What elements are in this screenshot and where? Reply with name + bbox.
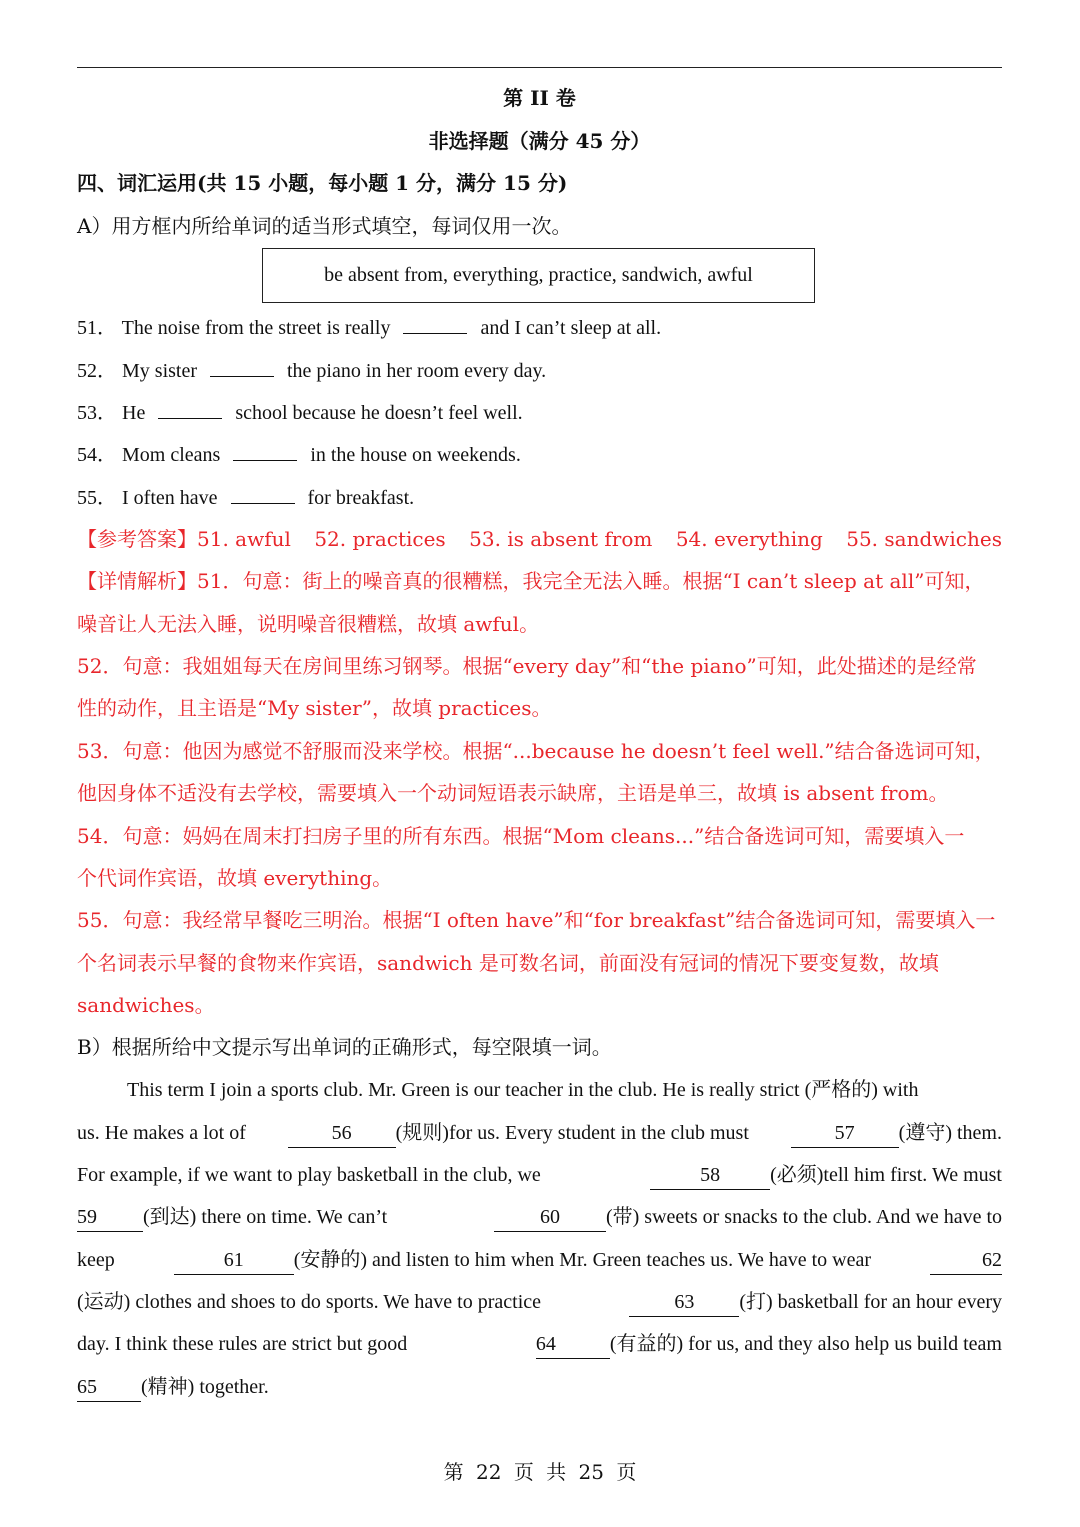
question-text-before: He bbox=[122, 402, 146, 424]
page-footer: 第 22 页 共 25 页 bbox=[443, 1460, 637, 1484]
blank-62[interactable]: 62 bbox=[930, 1246, 1002, 1275]
passage-text: For example, if we want to play basketball in the club, we bbox=[77, 1164, 541, 1186]
passage-text: (遵守) them. bbox=[898, 1122, 1002, 1144]
blank-61[interactable]: 61 bbox=[174, 1246, 294, 1275]
partB-instruction: B）根据所给中文提示写出单词的正确形式，每空限填一词。 bbox=[77, 1035, 612, 1059]
answer-item: 54. everything bbox=[675, 527, 823, 551]
blank-57[interactable]: 57 bbox=[791, 1119, 899, 1148]
question-text-before: Mom cleans bbox=[122, 444, 221, 466]
explanation-line: 52．句意：我姐姐每天在房间里练习钢琴。根据“every day”和“the piano”可知，此处描述的是经常 bbox=[77, 654, 977, 678]
explanation-line: 个名词表示早餐的食物来作宾语，sandwich 是可数名词，前面没有冠词的情况下要变复数，故填 bbox=[77, 951, 939, 975]
section-title: 非选择题（满分 45 分） bbox=[428, 129, 651, 153]
question-number: 51． bbox=[77, 317, 117, 339]
passage-text: (打) basketball for an hour every bbox=[739, 1291, 1002, 1313]
question-52 bbox=[77, 356, 1002, 385]
question-54 bbox=[77, 440, 1002, 469]
answer-item: 55. sandwiches bbox=[846, 527, 1002, 551]
passage-line-6 bbox=[77, 1288, 1002, 1317]
question-text-before: I often have bbox=[122, 487, 218, 509]
question-text-after: and I can’t sleep at all. bbox=[480, 317, 662, 339]
answer-item: 53. is absent from bbox=[469, 527, 653, 551]
passage-text: (安静的) and listen to him when Mr. Green teaches us. We have to wear bbox=[293, 1249, 872, 1271]
question-text-after: in the house on weekends. bbox=[310, 444, 521, 466]
answer-item: 52. practices bbox=[314, 527, 446, 551]
answer-blank[interactable] bbox=[158, 398, 222, 419]
answer-blank[interactable] bbox=[210, 356, 274, 377]
passage-text: (到达) there on time. We can’t bbox=[143, 1206, 388, 1228]
question-51 bbox=[77, 313, 1002, 342]
explanation-line: 他因身体不适没有去学校，需要填入一个动词短语表示缺席，主语是单三，故填 is absent from。 bbox=[77, 781, 949, 805]
blank-60[interactable]: 60 bbox=[494, 1203, 606, 1232]
passage-line-5 bbox=[77, 1246, 1002, 1275]
answer-label: 【参考答案】 bbox=[77, 527, 197, 551]
passage-text: This term I join a sports club. Mr. Green is our teacher in the club. He is really strict (严格的) with bbox=[127, 1079, 919, 1101]
passage-text: (规则)for us. Every student in the club must bbox=[395, 1122, 749, 1144]
question-55 bbox=[77, 483, 1002, 512]
question-number: 55． bbox=[77, 487, 117, 509]
passage-line-2 bbox=[77, 1119, 1002, 1148]
passage-text: keep bbox=[77, 1249, 115, 1271]
question-number: 54． bbox=[77, 444, 117, 466]
blank-64[interactable]: 64 bbox=[536, 1330, 610, 1359]
blank-63[interactable]: 63 bbox=[629, 1288, 739, 1317]
reference-answers bbox=[77, 525, 1002, 553]
blank-56[interactable]: 56 bbox=[288, 1119, 396, 1148]
explanation-line: sandwiches。 bbox=[77, 993, 215, 1017]
explanation-line: 性的动作，且主语是“My sister”，故填 practices。 bbox=[77, 696, 552, 720]
passage-text: (精神) together. bbox=[141, 1376, 269, 1398]
passage-text: (带) sweets or snacks to the club. And we have to bbox=[605, 1206, 1002, 1228]
question-number: 53． bbox=[77, 402, 117, 424]
passage-line-3 bbox=[77, 1161, 1002, 1190]
passage-text: (运动) clothes and shoes to do sports. We have to practice bbox=[77, 1291, 542, 1313]
answer-blank[interactable] bbox=[231, 483, 295, 504]
passage-line-7 bbox=[77, 1330, 1002, 1359]
question-text-before: My sister bbox=[122, 360, 197, 382]
blank-65[interactable]: 65 bbox=[77, 1373, 141, 1402]
answer-blank[interactable] bbox=[233, 440, 297, 461]
answer-blank[interactable] bbox=[403, 313, 467, 334]
passage-text: us. He makes a lot of bbox=[77, 1122, 246, 1144]
part4-heading: 四、词汇运用(共 15 小题，每小题 1 分，满分 15 分) bbox=[77, 171, 568, 195]
question-53 bbox=[77, 398, 1002, 427]
answer-item: 51. awful bbox=[197, 527, 291, 551]
explanation-line: 53．句意：他因为感觉不舒服而没来学校。根据“...because he doesn’t feel well.”结合备选词可知， bbox=[77, 739, 995, 763]
passage-line-8 bbox=[77, 1373, 1002, 1402]
volume-title: 第 II 卷 bbox=[503, 86, 576, 110]
blank-58[interactable]: 58 bbox=[650, 1161, 770, 1190]
word-box: be absent from, everything, practice, sandwich, awful bbox=[262, 248, 815, 303]
passage-line-1 bbox=[77, 1076, 1002, 1104]
passage-text: (必须)tell him first. We must bbox=[770, 1164, 1002, 1186]
passage-line-4 bbox=[77, 1203, 1002, 1232]
header-rule bbox=[77, 67, 1002, 68]
question-text-after: the piano in her room every day. bbox=[287, 360, 547, 382]
blank-59[interactable]: 59 bbox=[77, 1203, 143, 1232]
explanation-line: 55．句意：我经常早餐吃三明治。根据“I often have”和“for breakfast”结合备选词可知，需要填入一 bbox=[77, 908, 996, 932]
question-text-after: school because he doesn’t feel well. bbox=[235, 402, 523, 424]
question-text-before: The noise from the street is really bbox=[121, 317, 391, 339]
explanation-line: 【详情解析】51．句意：街上的噪音真的很糟糕，我完全无法入睡。根据“I can’t sleep at all”可知， bbox=[77, 569, 985, 593]
question-number: 52． bbox=[77, 360, 117, 382]
explanation-line: 54．句意：妈妈在周末打扫房子里的所有东西。根据“Mom cleans...”结合备选词可知，需要填入一 bbox=[77, 824, 965, 848]
partA-instruction: A）用方框内所给单词的适当形式填空，每词仅用一次。 bbox=[77, 214, 572, 238]
explanation-line: 个代词作宾语，故填 everything。 bbox=[77, 866, 393, 890]
passage-text: (有益的) for us, and they also help us build team bbox=[609, 1333, 1002, 1355]
passage-text: day. I think these rules are strict but good bbox=[77, 1333, 408, 1355]
question-text-after: for breakfast. bbox=[307, 487, 415, 509]
explanation-line: 噪音让人无法入睡，说明噪音很糟糕，故填 awful。 bbox=[77, 612, 540, 636]
